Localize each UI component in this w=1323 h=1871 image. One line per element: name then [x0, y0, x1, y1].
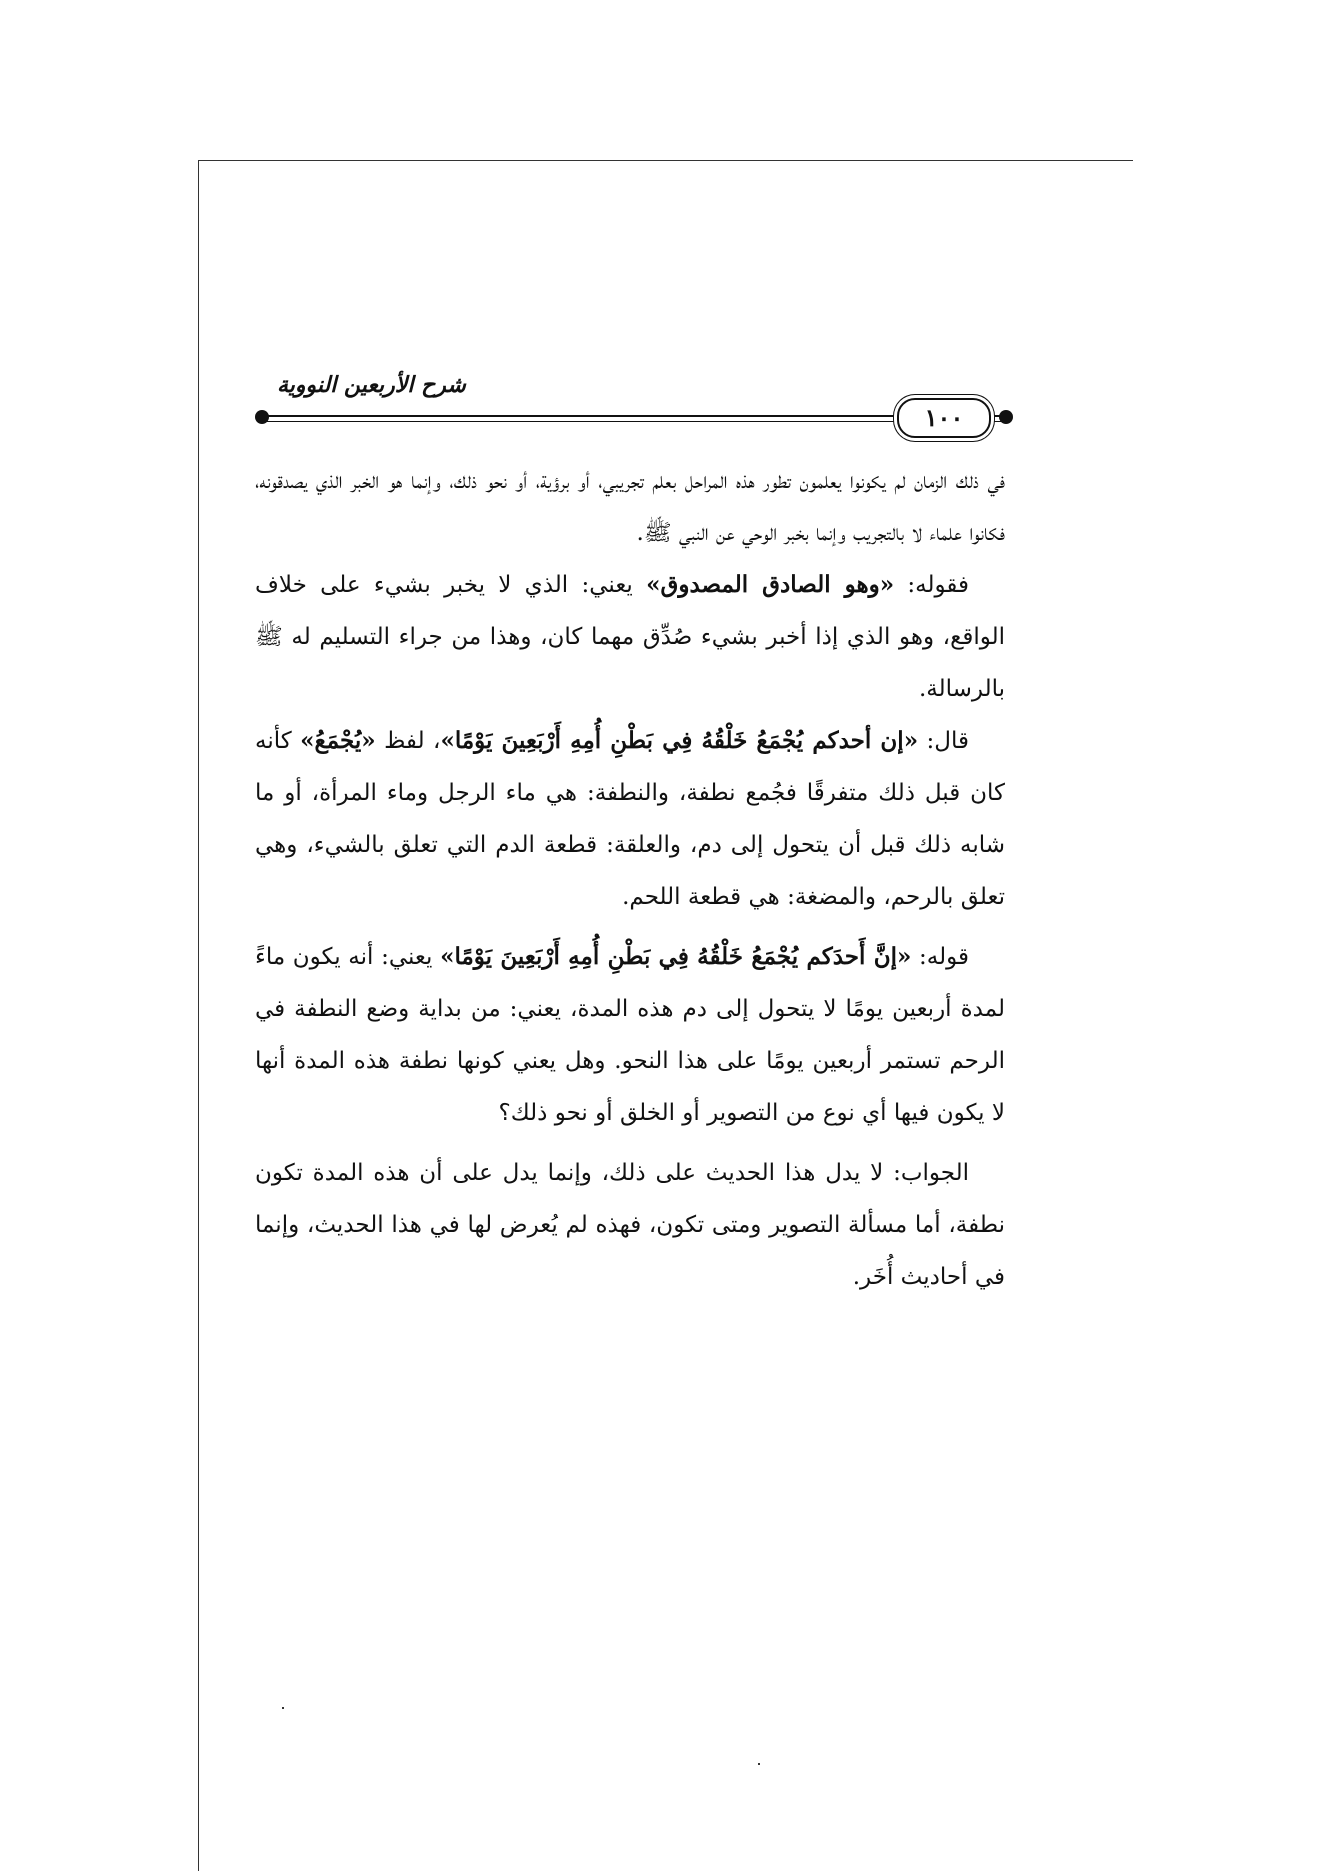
- quoted-phrase: «وهو الصادق المصدوق»: [646, 571, 895, 598]
- scan-speck: [282, 1707, 284, 1709]
- paragraph: في ذلك الزمان لم يكونوا يعلمون تطور هذه المراحل بعلم تجريبي، أو برؤية، أو نحو ذلك، وإنما هو الخبر الذي يصدقونه، فكانوا علماء لا بالتجريب وإنما بخبر الوحي عن النبي ﷺ.: [255, 468, 1005, 546]
- paragraph: قوله: «إنَّ أَحدَكم يُجْمَعُ خَلْقُهُ فِي بَطْنِ أُمِهِ أَرْبَعِينَ يَوْمًا» يعني: أنه يكون ماءً لمدة أربعين يومًا لا يتحول إلى دم هذه المدة، يعني: من بداية وضع النطفة في الرحم تستمر أربعين يومًا على هذا النحو. وهل يعني كونها نطفة هذه المدة أنها لا يكون فيها أي نوع من التصوير أو الخلق أو نحو ذلك؟: [255, 943, 1005, 1126]
- running-head-title: شرح الأربعين النووية: [277, 372, 466, 398]
- page-number: ١٠٠: [897, 398, 991, 438]
- paragraph: الجواب: لا يدل هذا الحديث على ذلك، وإنما يدل على أن هذه المدة تكون نطفة، أما مسألة التصوير ومتى تكون، فهذه لم يُعرض لها في هذا الحديث، وإنما في أحاديث أُخَر.: [255, 1160, 1005, 1290]
- header-ornament-right: [999, 410, 1013, 424]
- body-text: [255, 455, 1005, 1303]
- header-rule: [265, 415, 1003, 422]
- paragraph: فقوله: «وهو الصادق المصدوق» يعني: الذي لا يخبر بشيء على خلاف الواقع، وهو الذي إذا أخبر بشيء صُدِّق مهما كان، وهذا من جراء التسليم له ﷺ بالرسالة.: [255, 571, 1005, 702]
- hadith-quote: «إن أحدكم يُجْمَعُ خَلْقُهُ فِي بَطْنِ أُمِهِ أَرْبَعِينَ يَوْمًا»: [440, 727, 919, 754]
- paragraph: قال: «إن أحدكم يُجْمَعُ خَلْقُهُ فِي بَطْنِ أُمِهِ أَرْبَعِينَ يَوْمًا»، لفظ «يُجْمَعُ» كأنه كان قبل ذلك متفرقًا فجُمع نطفة، والنطفة: هي ماء الرجل وماء المرأة، أو ما شابه ذلك قبل أن يتحول إلى دم، والعلقة: قطعة الدم التي تعلق بالشيء، وهي تعلق بالرحم، والمضغة: هي قطعة اللحم.: [255, 727, 1005, 910]
- scan-speck: [758, 1763, 760, 1765]
- crop-mark-left: [198, 160, 199, 1871]
- hadith-quote: «إنَّ أَحدَكم يُجْمَعُ خَلْقُهُ فِي بَطْنِ أُمِهِ أَرْبَعِينَ يَوْمًا»: [440, 943, 912, 970]
- page-header: [255, 372, 1013, 462]
- quoted-word: «يُجْمَعُ»: [300, 727, 376, 754]
- crop-mark-top: [198, 160, 1133, 161]
- header-ornament-left: [255, 410, 269, 424]
